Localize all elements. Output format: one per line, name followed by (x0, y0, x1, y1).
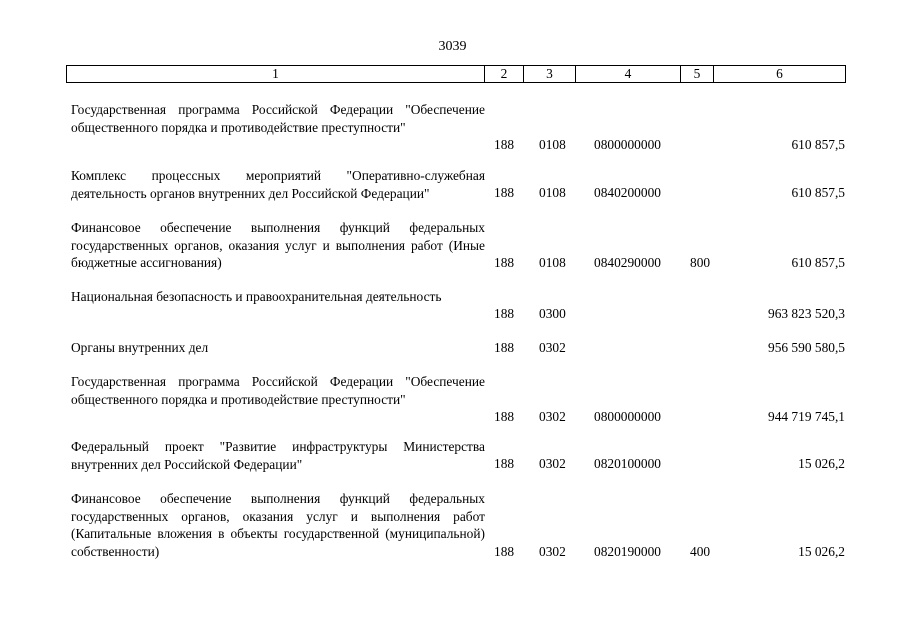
row-col-4: 0800000000 (594, 409, 661, 424)
row-name: Государственная программа Российской Федерации "Обеспечение общественного порядка и противодействие преступности" (71, 374, 485, 407)
row-col-3: 0108 (539, 137, 566, 152)
row-name: Финансовое обеспечение выполнения функций федеральных государственных органов, оказания услуг и выполнения работ (Иные бюджетные ассигнования) (71, 220, 485, 271)
row-col-2: 188 (494, 137, 515, 152)
row-col-2: 188 (494, 409, 515, 424)
row-col-5: 800 (690, 255, 711, 270)
column-header-4: 4 (576, 66, 681, 83)
row-col-6: 956 590 580,5 (768, 340, 845, 355)
column-header-5: 5 (681, 66, 714, 83)
row-col-2: 188 (494, 340, 515, 355)
row-col-6: 944 719 745,1 (768, 409, 845, 424)
row-col-4: 0820190000 (594, 544, 661, 559)
row-col-4: 0800000000 (594, 137, 661, 152)
row-col-6: 963 823 520,3 (768, 306, 845, 321)
row-col-2: 188 (494, 456, 515, 471)
column-header-3: 3 (524, 66, 576, 83)
row-col-6: 15 026,2 (798, 456, 845, 471)
row-name: Государственная программа Российской Федерации "Обеспечение общественного порядка и противодействие преступности" (71, 102, 485, 135)
row-col-6: 610 857,5 (791, 255, 845, 270)
row-col-2: 188 (494, 306, 515, 321)
row-col-6: 610 857,5 (791, 137, 845, 152)
row-col-3: 0302 (539, 409, 566, 424)
row-col-6: 610 857,5 (791, 185, 845, 200)
row-col-3: 0302 (539, 340, 566, 355)
row-name: Финансовое обеспечение выполнения функций федеральных государственных органов, оказания услуг и выполнения работ (Капитальные вложения в объекты государственной (муниципальной) собственности) (71, 491, 485, 559)
row-col-2: 188 (494, 255, 515, 270)
row-col-3: 0108 (539, 255, 566, 270)
row-col-2: 188 (494, 185, 515, 200)
row-col-4: 0840290000 (594, 255, 661, 270)
row-col-4: 0840200000 (594, 185, 661, 200)
row-name: Национальная безопасность и правоохранительная деятельность (71, 289, 442, 304)
row-name: Комплекс процессных мероприятий "Оперативно-служебная деятельность органов внутренних дел Российской Федерации" (71, 168, 485, 201)
row-col-6: 15 026,2 (798, 544, 845, 559)
row-col-5: 400 (690, 544, 711, 559)
row-name: Органы внутренних дел (71, 340, 209, 355)
row-col-4: 0820100000 (594, 456, 661, 471)
row-name: Федеральный проект "Развитие инфраструктуры Министерства внутренних дел Российской Федерации" (71, 439, 485, 472)
column-header-2: 2 (485, 66, 524, 83)
column-header-row (67, 66, 846, 83)
row-col-3: 0300 (539, 306, 566, 321)
page-number: 3039 (438, 39, 467, 54)
column-header-6: 6 (714, 66, 846, 83)
row-col-3: 0108 (539, 185, 566, 200)
row-col-3: 0302 (539, 544, 566, 559)
column-header-table (66, 65, 846, 83)
column-header-1: 1 (67, 66, 485, 83)
row-col-2: 188 (494, 544, 515, 559)
row-col-3: 0302 (539, 456, 566, 471)
